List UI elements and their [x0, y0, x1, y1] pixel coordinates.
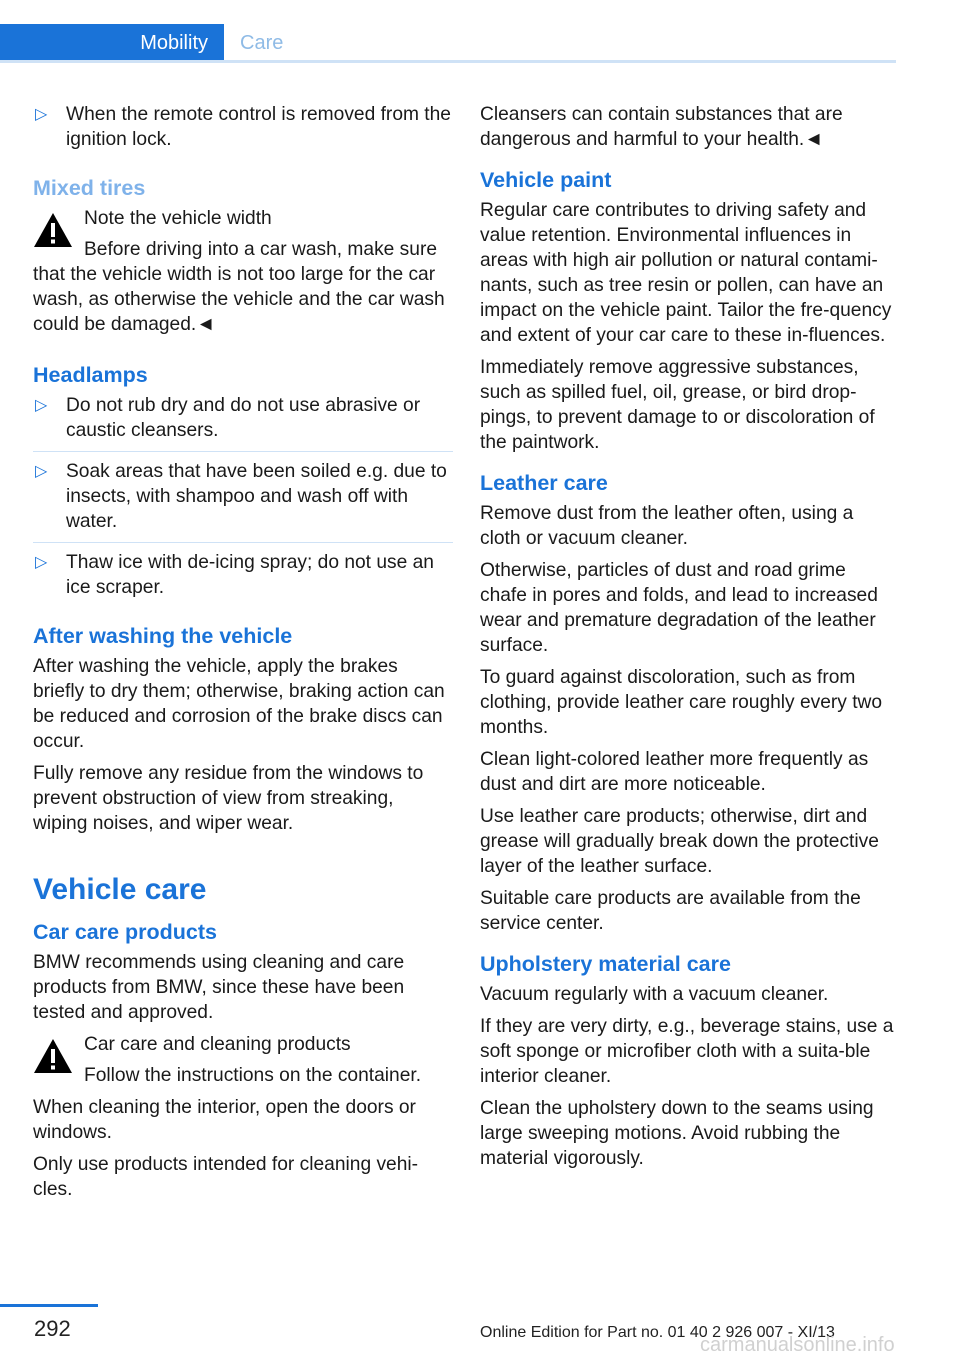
- paragraph: Regular care contributes to driving safety and value retention. Environmental influences in areas with high air pollution or natural contami‐nants, such as tree resin or pollen, can have an impact on the vehicle paint. Tailor the fre‐quency and extent of your car care to these in‐fluences.: [480, 200, 892, 346]
- paragraph: Clean light-colored leather more frequently as dust and dirt are more noticeable.: [480, 749, 869, 795]
- vehicle-care-heading: Vehicle care: [33, 873, 207, 906]
- tab-underline: [0, 60, 896, 63]
- warning-car-care-products: [33, 1032, 453, 1088]
- list-item: ▷ When the remote control is removed from the ignition lock.: [35, 104, 451, 150]
- warning-title: Car care and cleaning products: [84, 1034, 351, 1055]
- paragraph: Clean the upholstery down to the seams using large sweeping motions. Avoid rubbing the material vigorously.: [480, 1098, 874, 1169]
- headlamps-heading: Headlamps: [33, 363, 148, 387]
- paragraph: After washing the vehicle, apply the brakes briefly to dry them; otherwise, braking action can be reduced and corrosion of the brake discs can occur.: [33, 656, 445, 752]
- warning-body: Before driving into a car wash, make sure that the vehicle width is not too large for the car wash, as otherwise the vehicle and the car wash could be damaged.◄: [33, 239, 445, 335]
- car-care-heading: Car care products: [33, 920, 218, 944]
- headlamps-list: [33, 393, 453, 608]
- paragraph: BMW recommends using cleaning and care products from BMW, since these have been tested and approved.: [33, 952, 405, 1023]
- paragraph: Use leather care products; otherwise, dirt and grease will gradually break down the protective layer of the leather surface.: [480, 806, 879, 877]
- list-item: ▷ Soak areas that have been soiled e.g. due to insects, with shampoo and wash off with water.: [33, 459, 453, 543]
- triangle-bullet-icon: ▷: [35, 554, 48, 571]
- warning-vehicle-width: [33, 206, 453, 337]
- paragraph: Suitable care products are available from the service center.: [480, 888, 861, 934]
- leather-care-heading: Leather care: [480, 471, 608, 495]
- paragraph: To guard against discoloration, such as from clothing, provide leather care roughly every two months.: [480, 667, 883, 738]
- paragraph: Otherwise, particles of dust and road grime chafe in pores and folds, and lead to increased wear and premature degradation of the leather surface.: [480, 560, 878, 656]
- vehicle-paint-heading: Vehicle paint: [480, 168, 612, 192]
- paragraph: Fully remove any residue from the windows to prevent obstruction of view from streaking, wiping noises, and wiper wear.: [33, 763, 424, 834]
- upholstery-heading: Upholstery material care: [480, 952, 731, 976]
- warning-icon: [33, 1038, 73, 1074]
- paragraph: Only use products intended for cleaning vehi‐cles.: [33, 1154, 419, 1200]
- tab-mobility[interactable]: Mobility: [0, 24, 224, 62]
- triangle-bullet-icon: ▷: [35, 106, 48, 123]
- warning-icon: [33, 212, 73, 248]
- section-tabs: [0, 24, 896, 62]
- tab-care[interactable]: Care: [240, 31, 284, 54]
- list-item: ▷ Do not rub dry and do not use abrasive or caustic cleansers.: [33, 393, 453, 452]
- paragraph: If they are very dirty, e.g., beverage stains, use a soft sponge or microfiber cloth with a suita‐ble interior cleaner.: [480, 1016, 894, 1087]
- triangle-bullet-icon: ▷: [35, 463, 48, 480]
- warning-body: Follow the instructions on the container.: [84, 1065, 422, 1086]
- mixed-tires-heading: Mixed tires: [33, 176, 146, 200]
- warning-title: Note the vehicle width: [84, 208, 272, 229]
- paragraph: When cleaning the interior, open the doors or windows.: [33, 1097, 416, 1143]
- after-washing-heading: After washing the vehicle: [33, 624, 293, 648]
- footer-accent-bar: [0, 1304, 98, 1307]
- paragraph: Immediately remove aggressive substances, such as spilled fuel, oil, grease, or bird drop‐pings, to prevent damage to or discoloration of the paintwork.: [480, 357, 875, 453]
- triangle-bullet-icon: ▷: [35, 397, 48, 414]
- left-column: [33, 102, 453, 1209]
- list-item: ▷ Thaw ice with de-icing spray; do not use an ice scraper.: [35, 552, 434, 598]
- bullet-list-top: [33, 102, 453, 160]
- edition-text: Online Edition for Part no. 01 40 2 926 007 - XI/13: [480, 1324, 835, 1341]
- right-column: [480, 102, 896, 1178]
- paragraph: Vacuum regularly with a vacuum cleaner.: [480, 984, 829, 1005]
- page-number: 292: [34, 1316, 71, 1341]
- watermark: carmanualsonline.info: [700, 1334, 895, 1356]
- paragraph: Cleansers can contain substances that are dangerous and harmful to your health.◄: [480, 104, 843, 150]
- paragraph: Remove dust from the leather often, using a cloth or vacuum cleaner.: [480, 503, 854, 549]
